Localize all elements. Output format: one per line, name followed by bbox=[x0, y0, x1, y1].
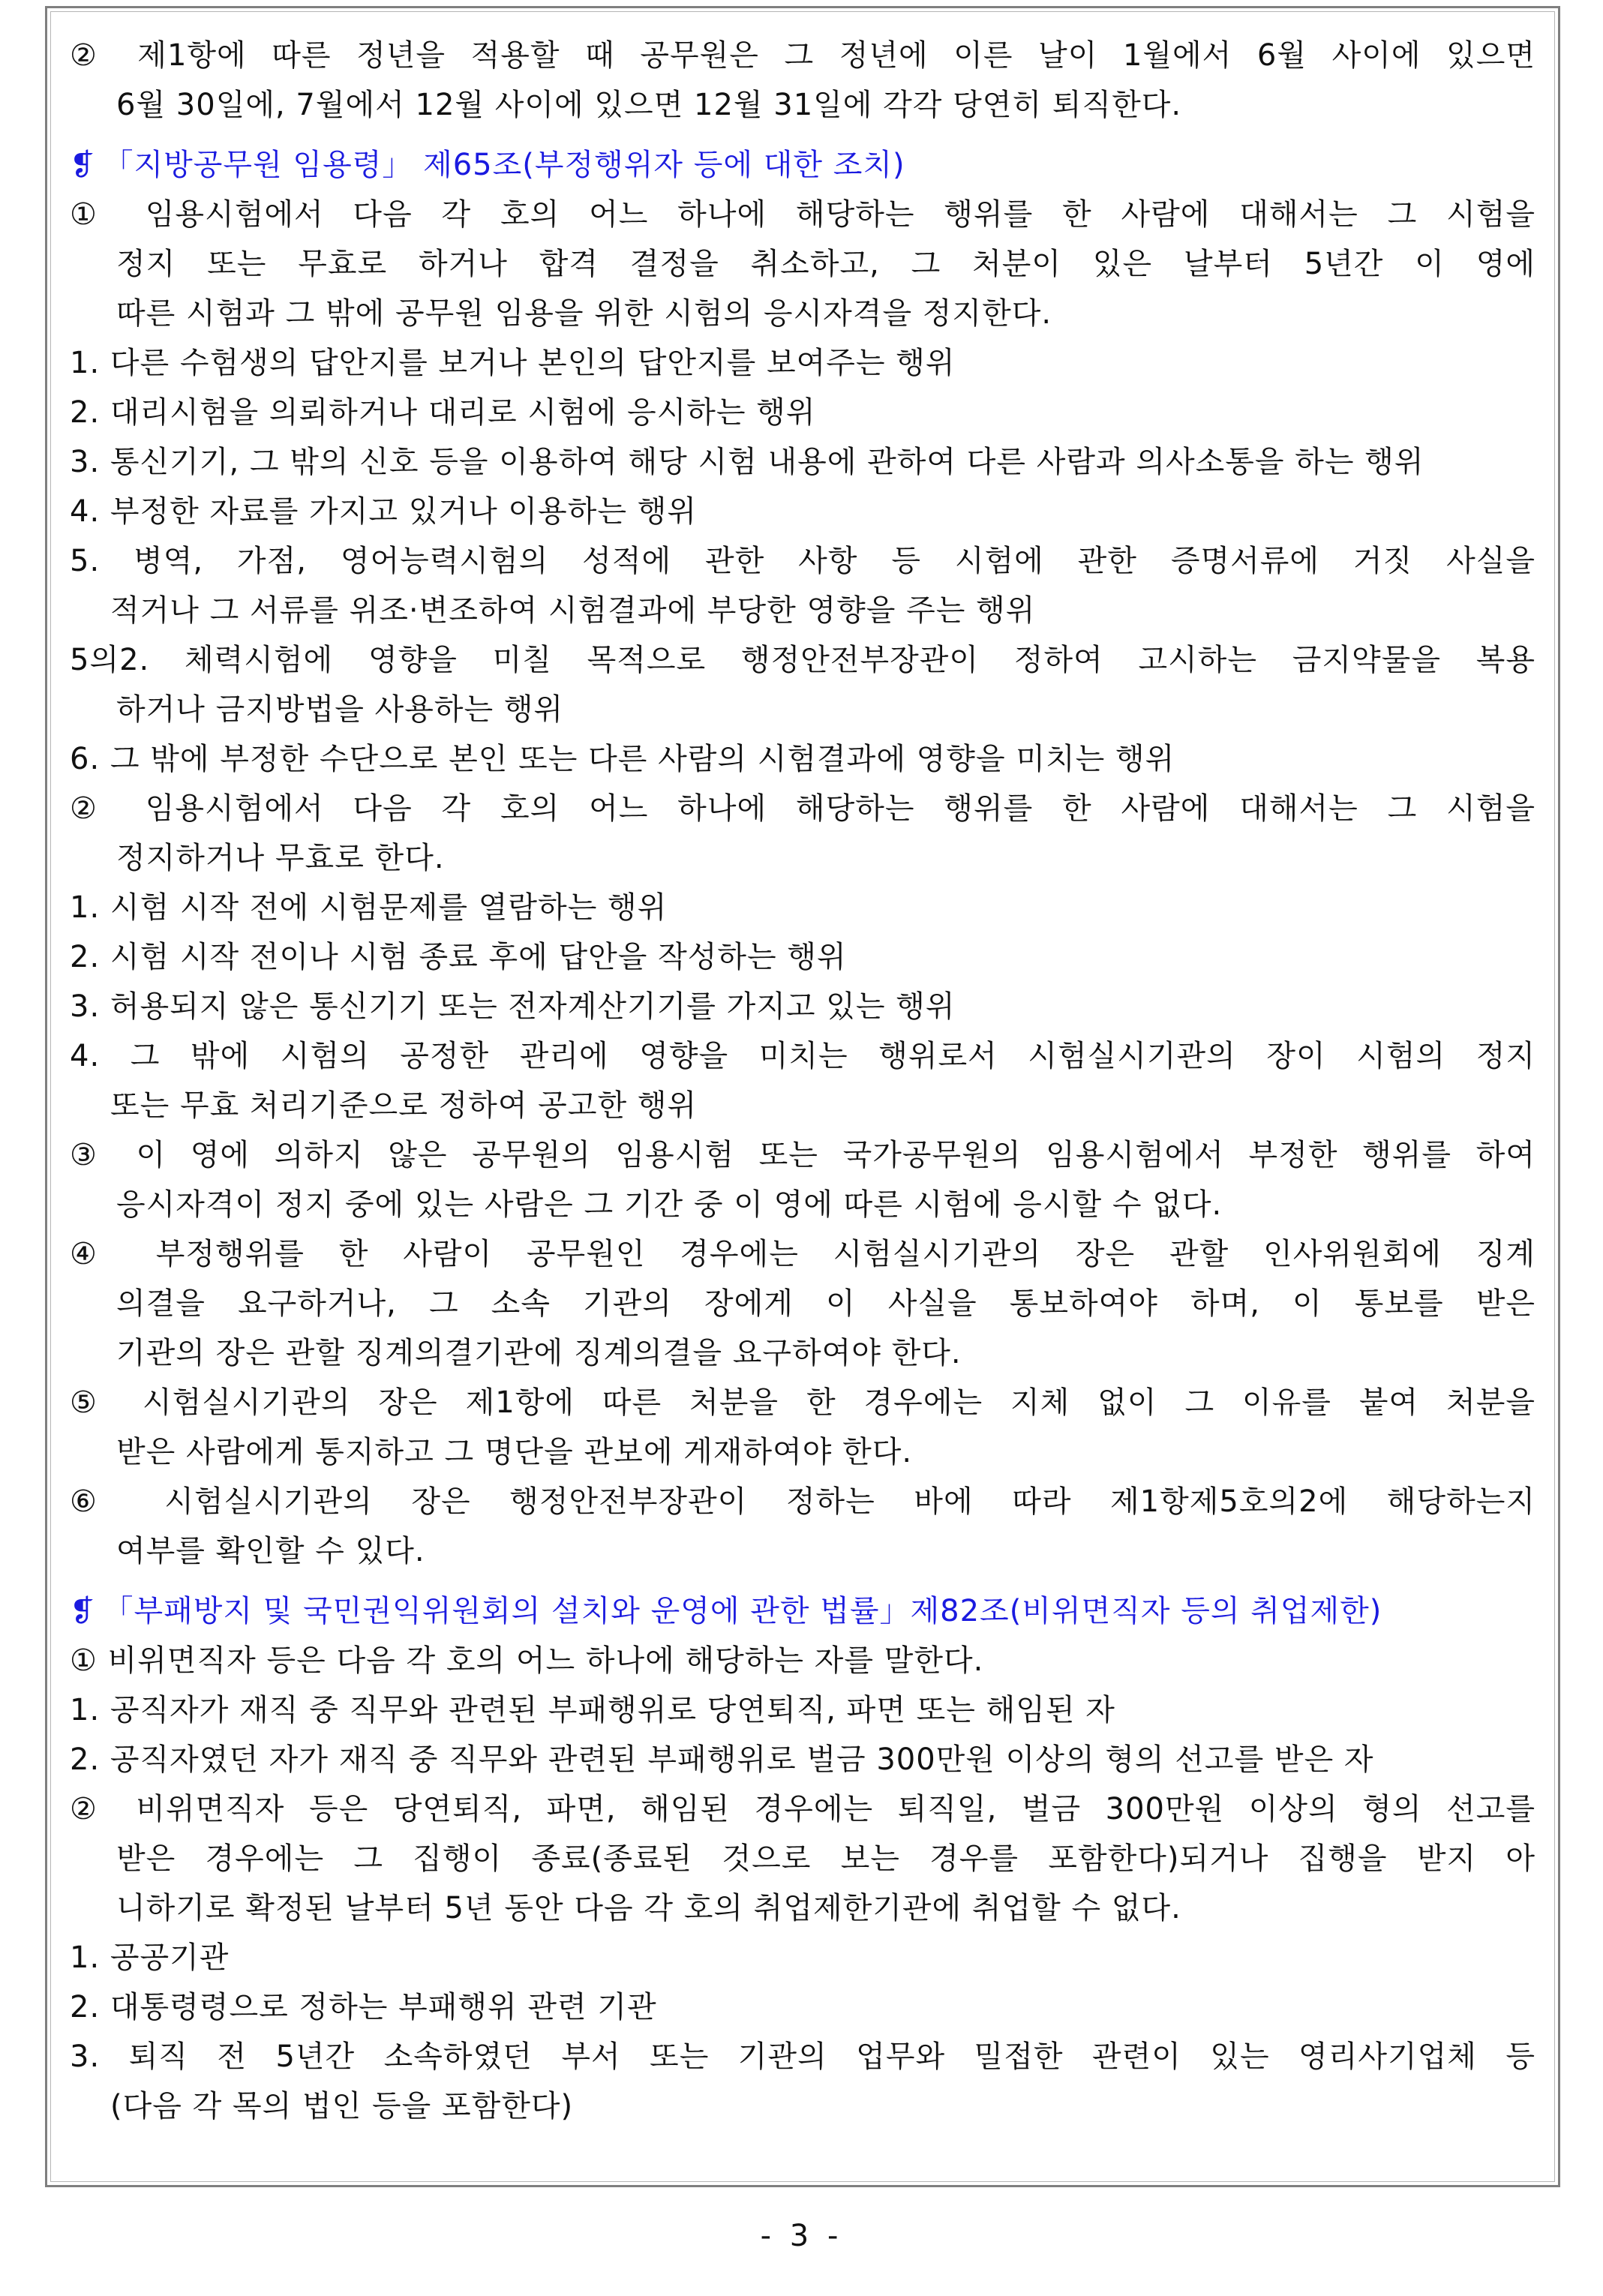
paragraph-line: 6월 30일에, 7월에서 12월 사이에 있으면 12월 31일에 각각 당연히 퇴직한다. bbox=[116, 88, 1182, 122]
list-item: 5의2. 체력시험에 영향을 미칠 목적으로 행정안전부장관이 정하여 고시하는 금지약물을 복용 bbox=[70, 643, 1535, 677]
section-heading-82 bbox=[70, 1586, 1535, 1636]
document-frame bbox=[45, 6, 1560, 2187]
list-item: 4. 그 밖에 시험의 공정한 관리에 영향을 미치는 행위로서 시험실시기관의 장이 시험의 정지 bbox=[70, 1039, 1535, 1073]
list-item: 2. 시험 시작 전이나 시험 종료 후에 답안을 작성하는 행위 bbox=[70, 940, 847, 974]
list-item: 5. 병역, 가점, 영어능력시험의 성적에 관한 사항 등 시험에 관한 증명서류에 거짓 사실을 bbox=[70, 544, 1535, 578]
section-heading-text: 「지방공무원 임용령」 제65조(부정행위자 등에 대한 조치) bbox=[103, 148, 905, 182]
paragraph-line: ② 임용시험에서 다음 각 호의 어느 하나에 해당하는 행위를 한 사람에 대해서는 그 시험을 bbox=[70, 791, 1535, 826]
paragraph-line: 받은 사람에게 통지하고 그 명단을 관보에 게재하여야 한다. bbox=[116, 1435, 913, 1469]
paragraph-line: ⑥ 시험실시기관의 장은 행정안전부장관이 정하는 바에 따라 제1항제5호의2에 해당하는지 bbox=[70, 1484, 1535, 1519]
list-item-continuation: 하거나 금지방법을 사용하는 행위 bbox=[116, 692, 564, 727]
list-item: 3. 통신기기, 그 밖의 신호 등을 이용하여 해당 시험 내용에 관하여 다른 사람과 의사소통을 하는 행위 bbox=[70, 445, 1424, 479]
list-item: 2. 대통령령으로 정하는 부패행위 관련 기관 bbox=[70, 1990, 657, 2024]
document-body bbox=[70, 31, 1535, 2131]
paragraph-line: ④ 부정행위를 한 사람이 공무원인 경우에는 시험실시기관의 장은 관할 인사위원회에 징계 bbox=[70, 1237, 1535, 1271]
section-heading-text: 「부패방지 및 국민권익위원회의 설치와 운영에 관한 법률」제82조(비위면직자 등의 취업제한) bbox=[103, 1594, 1382, 1628]
list-item: 1. 다른 수험생의 답안지를 보거나 본인의 답안지를 보여주는 행위 bbox=[70, 346, 956, 380]
paragraph-line: 기관의 장은 관할 징계의결기관에 징계의결을 요구하여야 한다. bbox=[116, 1336, 962, 1370]
page-number: - 3 - bbox=[760, 2219, 843, 2253]
list-item: 3. 퇴직 전 5년간 소속하였던 부서 또는 기관의 업무와 밀접한 관련이 있는 영리사기업체 등 bbox=[70, 2039, 1535, 2074]
list-item: 4. 부정한 자료를 가지고 있거나 이용하는 행위 bbox=[70, 494, 697, 529]
list-item: 2. 공직자였던 자가 재직 중 직무와 관련된 부패행위로 벌금 300만원 이상의 형의 선고를 받은 자 bbox=[70, 1742, 1374, 1777]
paragraph-line: ① 비위면직자 등은 다음 각 호의 어느 하나에 해당하는 자를 말한다. bbox=[70, 1643, 984, 1678]
paragraph-line: 의결을 요구하거나, 그 소속 기관의 장에게 이 사실을 통보하여야 하며, 이 통보를 받은 bbox=[116, 1286, 1535, 1321]
section-mark-icon: ❡ bbox=[70, 1594, 96, 1628]
paragraph-line: 니하기로 확정된 날부터 5년 동안 다음 각 호의 취업제한기관에 취업할 수 없다. bbox=[116, 1891, 1181, 1925]
list-item: 1. 시험 시작 전에 시험문제를 열람하는 행위 bbox=[70, 890, 668, 925]
list-item: 1. 공직자가 재직 중 직무와 관련된 부패행위로 당연퇴직, 파면 또는 해임된 자 bbox=[70, 1693, 1115, 1727]
list-item-continuation: 또는 무효 처리기준으로 정하여 공고한 행위 bbox=[110, 1088, 698, 1123]
section-mark-icon: ❡ bbox=[70, 148, 96, 182]
paragraph-line: 정지 또는 무효로 하거나 합격 결정을 취소하고, 그 처분이 있은 날부터 5년간 이 영에 bbox=[116, 247, 1535, 281]
paragraph-line: 정지하거나 무효로 한다. bbox=[116, 841, 445, 875]
paragraph-line: 따른 시험과 그 밖에 공무원 임용을 위한 시험의 응시자격을 정지한다. bbox=[116, 296, 1052, 331]
list-item-continuation: 적거나 그 서류를 위조·변조하여 시험결과에 부당한 영향을 주는 행위 bbox=[110, 593, 1036, 628]
paragraph-line: ② 비위면직자 등은 당연퇴직, 파면, 해임된 경우에는 퇴직일, 벌금 300만원 이상의 형의 선고를 bbox=[70, 1792, 1535, 1826]
list-item: 6. 그 밖에 부정한 수단으로 본인 또는 다른 사람의 시험결과에 영향을 미치는 행위 bbox=[70, 742, 1175, 776]
paragraph-line: 받은 경우에는 그 집행이 종료(종료된 것으로 보는 경우를 포함한다)되거나 집행을 받지 아 bbox=[116, 1841, 1535, 1876]
list-item: 1. 공공기관 bbox=[70, 1940, 230, 1975]
paragraph-line: ① 임용시험에서 다음 각 호의 어느 하나에 해당하는 행위를 한 사람에 대해서는 그 시험을 bbox=[70, 197, 1535, 232]
paragraph-line: ② 제1항에 따른 정년을 적용할 때 공무원은 그 정년에 이른 날이 1월에서 6월 사이에 있으면 bbox=[70, 38, 1535, 73]
list-item: 3. 허용되지 않은 통신기기 또는 전자계산기기를 가지고 있는 행위 bbox=[70, 989, 956, 1024]
paragraph-line: 여부를 확인할 수 있다. bbox=[116, 1534, 425, 1568]
list-item: 2. 대리시험을 의뢰하거나 대리로 시험에 응시하는 행위 bbox=[70, 395, 816, 430]
paragraph-line: ③ 이 영에 의하지 않은 공무원의 임용시험 또는 국가공무원의 임용시험에서 부정한 행위를 하여 bbox=[70, 1138, 1535, 1172]
paragraph-line: 응시자격이 정지 중에 있는 사람은 그 기간 중 이 영에 따른 시험에 응시할 수 없다. bbox=[116, 1187, 1223, 1222]
section-heading-65 bbox=[70, 140, 1535, 190]
list-item-continuation: (다음 각 목의 법인 등을 포함한다) bbox=[110, 2089, 574, 2123]
paragraph-line: ⑤ 시험실시기관의 장은 제1항에 따른 처분을 한 경우에는 지체 없이 그 이유를 붙여 처분을 bbox=[70, 1385, 1535, 1420]
